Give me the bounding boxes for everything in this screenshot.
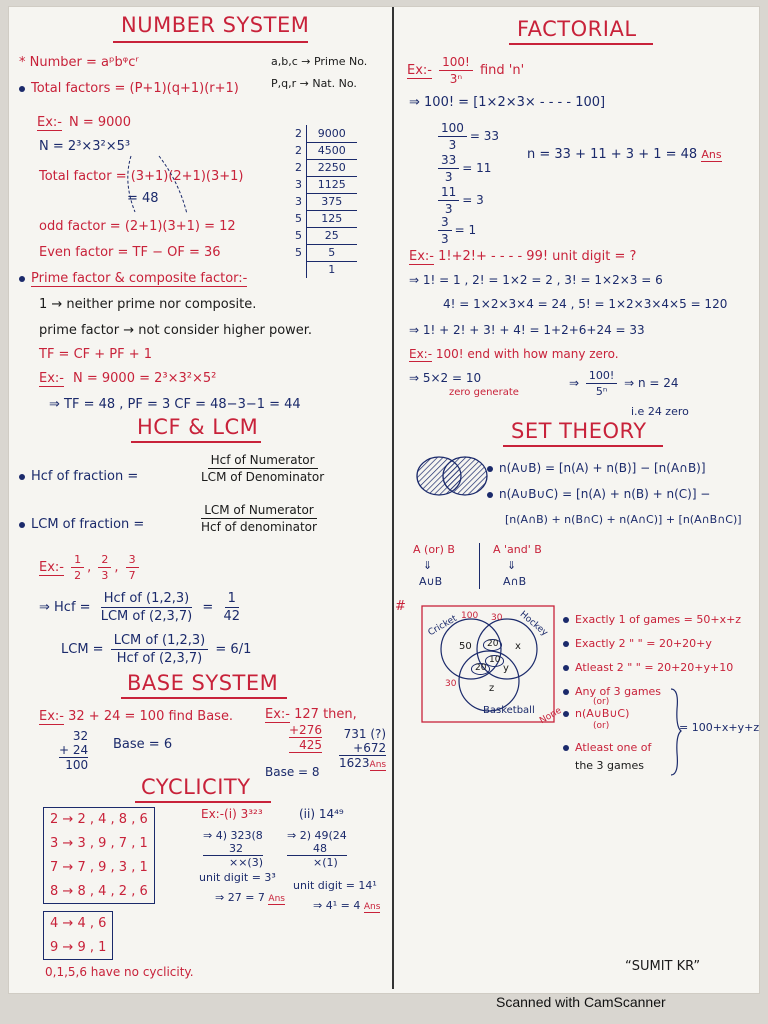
venn-cricket-total: 100 [461, 611, 479, 621]
union-two: n(A∪B) = [n(A) + n(B)] − [n(A∩B)] [487, 461, 706, 475]
division-row: 2 2250 [291, 159, 357, 176]
odd-factor: odd factor = (2+1)(3+1) = 12 [39, 219, 236, 234]
fact-div-1: $\frac{100}{3}$ = 33 [435, 121, 499, 152]
hcf-calc: ⇒ Hcf = $\frac{\text{Hcf of (1,2,3)}}{\text{LCM of (2,3,7)}}$ = $\frac{1}{42}$ [39, 591, 240, 624]
fact-div-2: $\frac{33}{3}$ = 11 [435, 153, 491, 184]
base-ex-1: Ex:- 32 + 24 = 100 find Base. [39, 709, 234, 724]
ex-label-1: Ex:- [37, 115, 62, 130]
fact-ex-2: Ex:- 1!+2!+ - - - - 99! unit digit = ? [409, 249, 637, 264]
venn-label-cricket: Cricket [426, 613, 459, 639]
cyc-row: 8 → 8 , 4 , 2 , 6 [50, 883, 148, 899]
venn-all-three: 10 [485, 655, 504, 667]
division-row: 2 9000 [291, 125, 357, 142]
number-line: * Number = aᵖbᵠcʳ [19, 55, 139, 70]
venn-hockey-total: 30 [491, 613, 503, 623]
cyc-ex-2: (ii) 14⁴⁹ [299, 807, 344, 821]
pc-ex-n: N = 9000 = 2³×3²×5² [73, 371, 217, 386]
venn-none-label: None [538, 705, 564, 727]
division-row: 5 25 [291, 227, 357, 244]
number-system-title: NUMBER SYSTEM [121, 13, 310, 37]
cyclicity-underline [135, 801, 271, 803]
cyc-work-1: ⇒ 4) 323(8 32 ××(3) [203, 829, 264, 869]
nat-note: P,q,r → Nat. No. [271, 77, 357, 90]
base-8: Base = 8 [265, 765, 320, 779]
set-bullet-6: Atleast one of [563, 741, 651, 754]
cyclicity-table-2 [43, 911, 113, 960]
base-ex-2: Ex:- 127 then, [265, 707, 357, 722]
cyclicity-note: 0,1,5,6 have no cyclicity. [45, 965, 194, 979]
pc-line-1: 1 → neither prime nor composite. [39, 297, 257, 312]
fact-div-4: $\frac{3}{3}$ = 1 [435, 215, 476, 246]
cyc-row: 9 → 9 , 1 [50, 939, 107, 955]
division-row: 2 4500 [291, 142, 357, 159]
union-three-cont: [n(A∩B) + n(B∩C) + n(A∩C)] + [n(A∩B∩C)] [505, 513, 742, 526]
base-addition: 32 + 24 100 [59, 729, 89, 772]
or-symbol: A∪B [419, 575, 443, 588]
prime-composite-heading: Prime factor & composite factor:- [19, 271, 247, 286]
or-and-divider [479, 543, 480, 589]
base-6: Base = 6 [113, 737, 173, 752]
fact-line-3: ⇒ 1! + 2! + 3! + 4! = 1+2+6+24 = 33 [409, 323, 645, 337]
number-formula: Number = aᵖbᵠcʳ [29, 55, 139, 70]
even-factor: Even factor = TF − OF = 36 [39, 245, 221, 260]
set-bullet-4: Any of 3 games [563, 685, 661, 698]
total-factor-result: = 48 [127, 191, 159, 206]
fact-zero-result: i.e 24 zero [631, 405, 689, 418]
column-divider [392, 7, 394, 989]
fact-line-1: ⇒ 1! = 1 , 2! = 1×2 = 2 , 3! = 1×2×3 = 6 [409, 273, 663, 287]
number-system-underline [113, 41, 308, 43]
venn-only-hockey: x [515, 641, 521, 652]
hcf-lcm-underline [131, 441, 261, 443]
fact-expansion: ⇒ 100! = [1×2×3× - - - - 100] [409, 95, 606, 110]
prime-note: a,b,c → Prime No. [271, 55, 368, 68]
author-signature: “SUMIT KR” [625, 959, 701, 974]
union-three: n(A∪B∪C) = [n(A) + n(B) + n(C)] − [487, 487, 710, 501]
base-ex-2-answer: 731 (?) +672 1623Ans [339, 727, 387, 770]
brace-result: = 100+x+y+z [679, 721, 760, 734]
arrow-annotations [109, 142, 229, 227]
cyc-row: 3 → 3 , 9 , 7 , 1 [50, 836, 148, 851]
fact-zero-generate: zero generate [449, 387, 519, 398]
division-row: 3 375 [291, 193, 357, 210]
set-theory-underline [503, 445, 663, 447]
cyclicity-title: CYCLICITY [141, 775, 251, 799]
cyc-unit-2: unit digit = 14¹ [293, 879, 377, 892]
cyc-ex-1: Ex:-(i) 3³²³ [201, 807, 263, 821]
base-ex-2-sum: +276 425 [289, 723, 322, 752]
cyc-row: 7 → 7 , 9 , 3 , 1 [50, 860, 148, 875]
lcm-fraction-value: $\frac{\text{LCM of Numerator}}{\text{Hcf of denominator}}$ [201, 503, 317, 534]
hcf-fraction-rule: Hcf of fraction = [19, 469, 138, 484]
set-theory-title: SET THEORY [511, 419, 647, 443]
venn-label-basketball: Basketball [483, 705, 535, 716]
cyc-unit-1-res: ⇒ 27 = 7 Ans [215, 891, 285, 904]
venn-two-sets-icon [413, 453, 493, 499]
venn-only-cricket: 50 [459, 641, 472, 652]
fact-n-sum: n = 33 + 11 + 3 + 1 = 48 Ans [527, 147, 722, 162]
and-label: A 'and' B [493, 543, 542, 556]
set-or-2: (or) [593, 721, 610, 731]
fact-line-2: 4! = 1×2×3×4 = 24 , 5! = 1×2×3×4×5 = 120 [443, 297, 728, 311]
pc-line-2: prime factor → not consider higher power. [39, 323, 313, 338]
division-row: 1 [291, 261, 357, 278]
venn-c-h: 20 [483, 639, 502, 651]
hcf-ex: Ex:- $\frac{1}{2}$ , $\frac{2}{3}$ , $\frac{3}{7}$ [39, 553, 142, 582]
set-or-1: (or) [593, 697, 610, 707]
hcf-lcm-title: HCF & LCM [137, 415, 259, 439]
division-row: 3 1125 [291, 176, 357, 193]
base-system-underline [121, 697, 287, 699]
pc-result: ⇒ TF = 48 , PF = 3 CF = 48−3−1 = 44 [49, 397, 301, 412]
division-row: 5 125 [291, 210, 357, 227]
pc-ex-label: Ex:- [39, 371, 64, 386]
hash-mark: # [395, 599, 406, 614]
cyc-row: 4 → 4 , 6 [50, 916, 107, 932]
set-bullet-2: Exactly 2 " " = 20+20+y [563, 637, 712, 650]
lcm-calc: LCM = $\frac{\text{LCM of (1,2,3)}}{\text{Hcf of (2,3,7)}}$ = 6/1 [61, 633, 252, 666]
venn-only-basketball: z [489, 683, 495, 694]
ex-n-factorized: N = 2³×3²×5³ [39, 139, 131, 154]
cyc-row: 2 → 2 , 4 , 8 , 6 [50, 812, 148, 828]
pc-line-3: TF = CF + PF + 1 [39, 347, 153, 362]
cyc-unit-2-res: ⇒ 4¹ = 4 Ans [313, 899, 381, 912]
venn-c-b: 20 [471, 663, 490, 675]
total-factor-calc: Total factor = (3+1)(2+1)(3+1) [39, 169, 244, 184]
fact-ex-1: Ex:- $\frac{100!}{\text{3ⁿ}}$ find 'n' [407, 55, 525, 86]
and-symbol: A∩B [503, 575, 527, 588]
set-bullet-5: n(A∪B∪C) [563, 707, 629, 720]
or-arrow: ⇓ [423, 559, 433, 572]
total-factors-formula: Total factors = (P+1)(q+1)(r+1) [31, 81, 239, 96]
venn-label-hockey: Hockey [517, 609, 550, 639]
cyc-unit-1: unit digit = 3³ [199, 871, 276, 884]
set-bullet-1: Exactly 1 of games = 50+x+z [563, 613, 741, 626]
factorial-underline [509, 43, 653, 45]
division-ladder [291, 125, 357, 278]
and-arrow: ⇓ [507, 559, 517, 572]
cyclicity-table [43, 807, 155, 904]
base-system-title: BASE SYSTEM [127, 671, 279, 695]
fact-zero-calc: ⇒ $\frac{100!}{\text{5ⁿ}}$ ⇒ n = 24 [569, 369, 679, 398]
fact-div-3: $\frac{11}{3}$ = 3 [435, 185, 484, 216]
factorial-title: FACTORIAL [517, 17, 637, 41]
venn-basketball-total: 30 [445, 679, 457, 689]
cyc-work-2: ⇒ 2) 49(24 48 ×(1) [287, 829, 347, 869]
venn-h-b: y [503, 663, 509, 674]
notes-sheet [8, 6, 760, 994]
set-bullet-6-cont: the 3 games [575, 759, 644, 772]
hcf-fraction-value: $\frac{\text{Hcf of Numerator}}{\text{LCM of Denominator}}$ [201, 453, 325, 484]
ex-n: N = 9000 [69, 115, 131, 130]
or-label: A (or) B [413, 543, 455, 556]
total-factors-line [19, 81, 239, 96]
lcm-fraction-rule: LCM of fraction = [19, 517, 144, 532]
set-bullet-3: Atleast 2 " " = 20+20+y+10 [563, 661, 733, 674]
division-row: 5 5 [291, 244, 357, 261]
fact-ex-3: Ex:- 100! end with how many zero. [409, 347, 619, 361]
fact-zero-1: ⇒ 5×2 = 10 [409, 371, 482, 385]
